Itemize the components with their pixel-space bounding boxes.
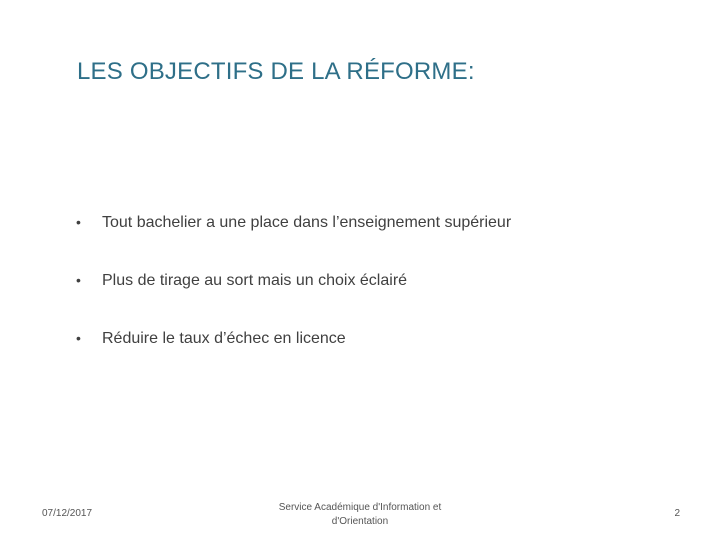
bullet-text: Plus de tirage au sort mais un choix éclairé xyxy=(102,272,408,289)
bullet-icon: • xyxy=(76,330,81,346)
footer-organization xyxy=(250,501,470,529)
bullet-list xyxy=(76,214,676,388)
footer-organization-line-2: d'Orientation xyxy=(331,516,389,527)
footer-organization-line-1: Service Académique d'Information et xyxy=(278,502,442,513)
bullet-item xyxy=(76,214,676,272)
page-number: 2 xyxy=(674,508,680,519)
bullet-icon: • xyxy=(76,214,81,230)
footer-date: 07/12/2017 xyxy=(42,508,93,519)
bullet-text: Réduire le taux d’échec en licence xyxy=(102,330,346,347)
bullet-icon: • xyxy=(76,272,81,288)
bullet-item xyxy=(76,330,676,388)
bullet-item xyxy=(76,272,676,330)
slide-title: LES OBJECTIFS DE LA RÉFORME: xyxy=(77,58,475,85)
bullet-text: Tout bachelier a une place dans l’enseignement supérieur xyxy=(102,214,512,231)
